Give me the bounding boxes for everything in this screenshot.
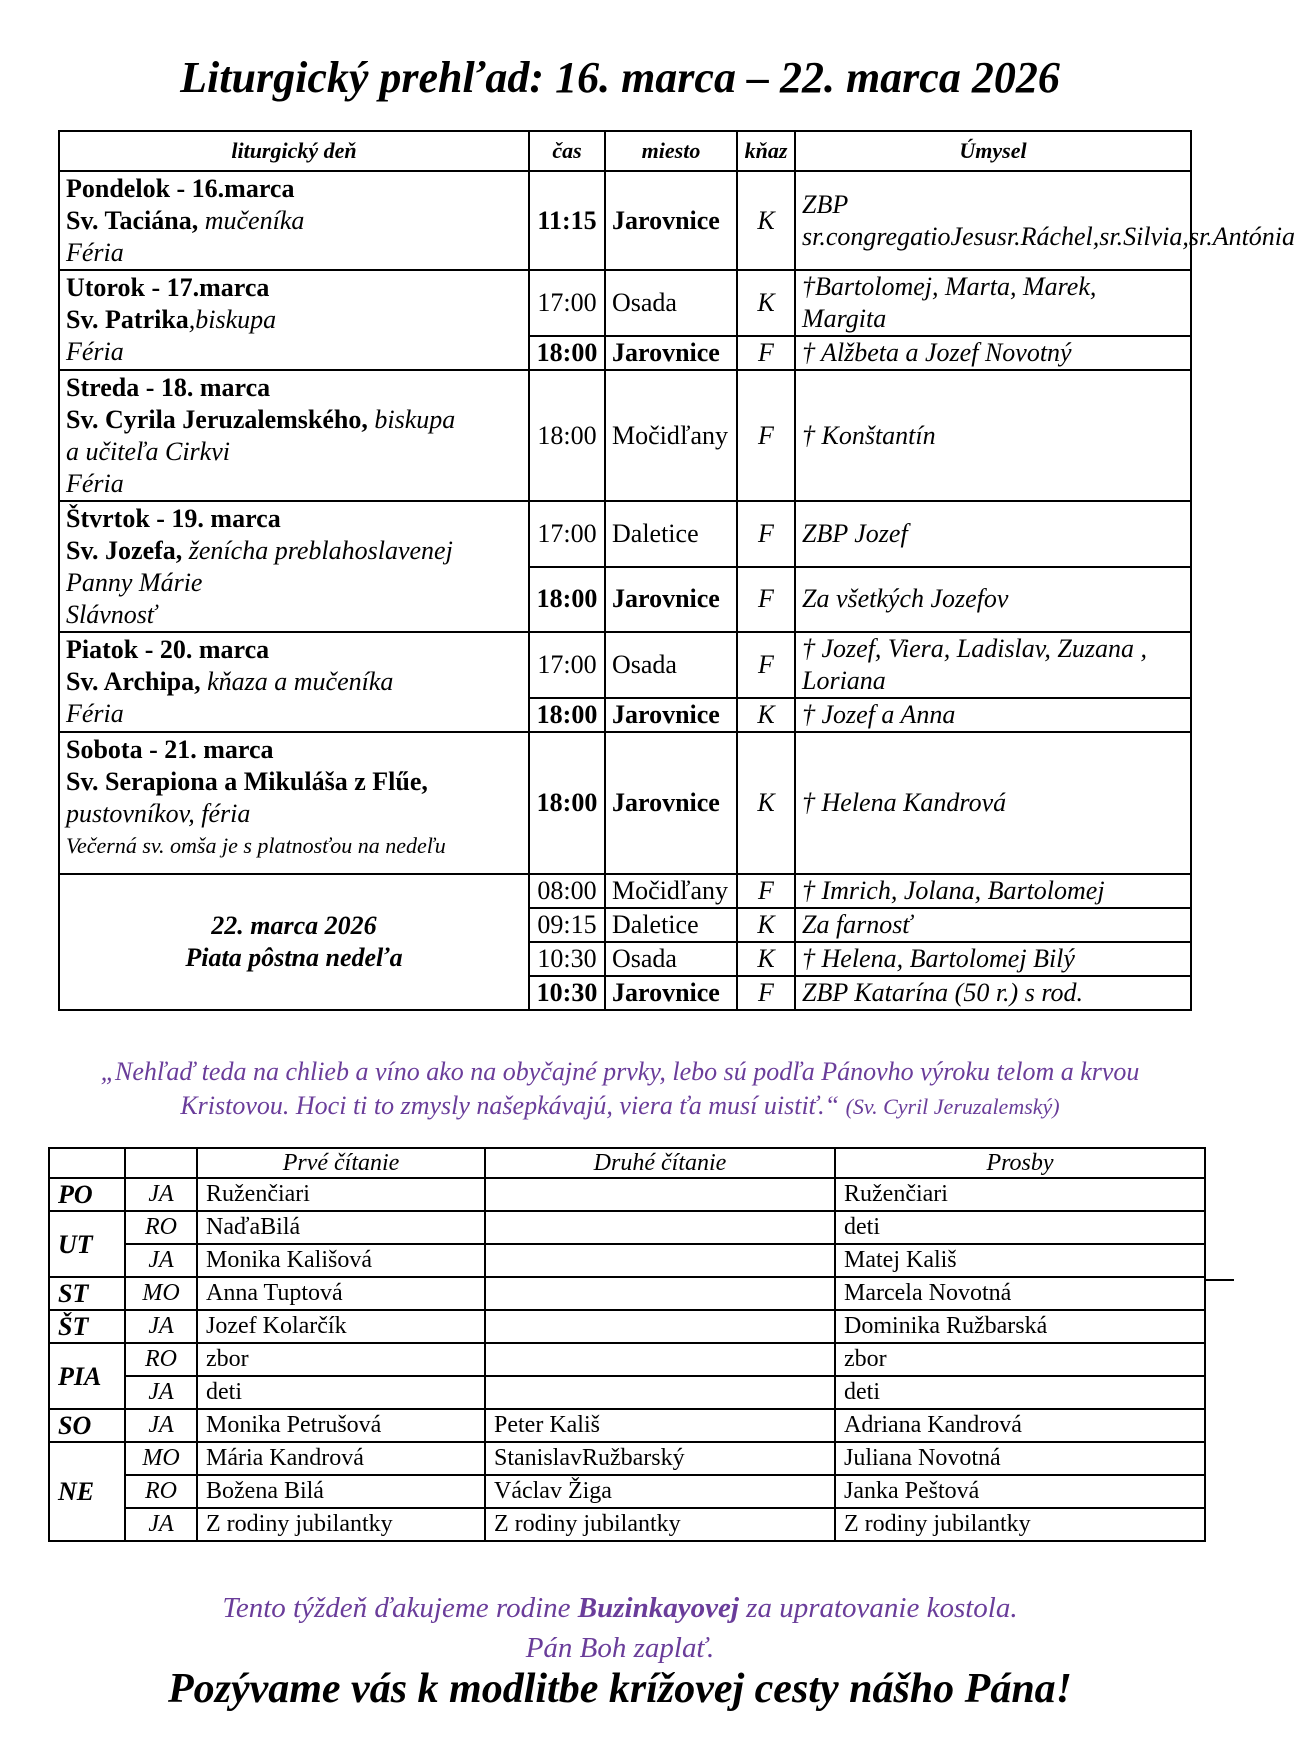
mass-priest: K: [737, 171, 795, 270]
saint-title: biskupa: [367, 405, 456, 434]
readings-row: [49, 1508, 1205, 1541]
mass-intention: † Imrich, Jolana, Bartolomej: [795, 874, 1191, 908]
readings-table: [48, 1147, 1206, 1542]
reading-church: JA: [125, 1376, 197, 1409]
saint-name: Sv. Archipa,: [66, 667, 201, 696]
mass-time: 10:30: [529, 976, 605, 1010]
liturgy-header-row: [59, 131, 1191, 171]
liturgical-day-cell: [59, 270, 529, 370]
mass-priest: K: [737, 942, 795, 976]
saint-name: Sv. Serapiona a Mikuláša z Flűe,: [66, 767, 428, 796]
mass-priest: K: [737, 908, 795, 942]
page-title: Liturgický prehľad: 16. marca – 22. marca 2026: [180, 53, 1060, 102]
mass-time: 11:15: [529, 171, 605, 270]
day-name: Pondelok - 16.marca: [66, 174, 295, 203]
readings-row: [49, 1310, 1205, 1343]
day-detail: Panny Márie: [66, 568, 203, 597]
mass-place: Močidľany: [605, 370, 737, 501]
reading-prayers: Janka Peštová: [835, 1475, 1205, 1508]
day-detail: Féria: [66, 469, 124, 498]
mass-time: 08:00: [529, 874, 605, 908]
reading-first: Monika Kališová: [197, 1244, 485, 1277]
mass-time: 09:15: [529, 908, 605, 942]
reading-second: Václav Žiga: [485, 1475, 835, 1508]
mass-place: Jarovnice: [605, 698, 737, 732]
reading-first: Jozef Kolarčík: [197, 1310, 485, 1343]
day-name: Piatok - 20. marca: [66, 635, 270, 664]
sunday-name: Piata pôstna nedeľa: [185, 943, 403, 972]
mass-intention: † Alžbeta a Jozef Novotný: [795, 336, 1191, 370]
mass-time: 18:00: [529, 567, 605, 633]
reading-church: JA: [125, 1508, 197, 1541]
day-detail: Féria: [66, 337, 124, 366]
mass-intention: Za všetkých Jozefov: [795, 567, 1191, 633]
day-name: Streda - 18. marca: [66, 373, 271, 402]
mass-row: [59, 874, 1191, 908]
saint-line: [66, 205, 522, 237]
reading-second: Z rodiny jubilantky: [485, 1508, 835, 1541]
mass-place: Jarovnice: [605, 976, 737, 1010]
saint-line: [66, 404, 522, 436]
reading-second: [485, 1244, 835, 1277]
reading-prayers: Matej Kališ: [835, 1244, 1205, 1277]
reading-day: PIA: [49, 1343, 125, 1409]
reading-first: zbor: [197, 1343, 485, 1376]
day-note: Večerná sv. omša je s platnosťou na nedeľu: [66, 833, 446, 858]
reading-prayers: Adriana Kandrová: [835, 1409, 1205, 1442]
readings-header-row: [49, 1148, 1205, 1178]
readings-header-first: Prvé čítanie: [197, 1148, 485, 1178]
mass-priest: F: [737, 874, 795, 908]
mass-priest: K: [737, 732, 795, 874]
reading-first: deti: [197, 1376, 485, 1409]
reading-first: NaďaBilá: [197, 1211, 485, 1244]
sunday-date: 22. marca 2026: [211, 911, 377, 940]
mass-intention: Za farnosť: [795, 908, 1191, 942]
reading-prayers: Marcela Novotná: [835, 1277, 1205, 1310]
mass-place: Daletice: [605, 501, 737, 567]
liturgical-day-cell: [59, 171, 529, 270]
readings-row: [49, 1178, 1205, 1211]
mass-priest: F: [737, 336, 795, 370]
reading-second: StanislavRužbarský: [485, 1442, 835, 1475]
saint-title: ,biskupa: [188, 305, 277, 334]
reading-second: [485, 1376, 835, 1409]
saint-name: Sv. Jozefa,: [66, 536, 183, 565]
quote-text: „Nehľaď teda na chlieb a víno ako na obyčajné prvky, lebo sú podľa Pánovho výroku telom a krvou Kristovou. Hoci ti to zmysly našepkávajú, viera ťa musí uistiť.“: [100, 1057, 1140, 1120]
reading-church: RO: [125, 1343, 197, 1376]
readings-row: [49, 1244, 1205, 1277]
mass-time: 18:00: [529, 698, 605, 732]
liturgical-day-cell: [59, 732, 529, 874]
saint-title: kňaza a mučeníka: [200, 667, 394, 696]
reading-day: SO: [49, 1409, 125, 1442]
reading-prayers: deti: [835, 1376, 1205, 1409]
liturgy-table: [58, 130, 1295, 1011]
reading-church: JA: [125, 1409, 197, 1442]
reading-day: ŠT: [49, 1310, 125, 1343]
mass-intention: † Konštantín: [795, 370, 1191, 501]
thanks-family: Buzinkayovej: [577, 1592, 739, 1624]
reading-first: Anna Tuptová: [197, 1277, 485, 1310]
saint-line: [66, 535, 522, 567]
mass-time: 18:00: [529, 370, 605, 501]
readings-header-prayers: Prosby: [835, 1148, 1205, 1178]
reading-day: PO: [49, 1178, 125, 1211]
day-name: Štvrtok - 19. marca: [66, 504, 281, 533]
header-time: čas: [529, 131, 605, 171]
saint-name: Sv. Cyrila Jeruzalemského,: [66, 405, 368, 434]
reading-day: ST: [49, 1277, 125, 1310]
header-priest: kňaz: [737, 131, 795, 171]
mass-priest: K: [737, 270, 795, 336]
readings-header-second: Druhé čítanie: [485, 1148, 835, 1178]
day-detail: pustovníkov, féria: [66, 799, 251, 828]
mass-time: 10:30: [529, 942, 605, 976]
reading-second: [485, 1277, 835, 1310]
mass-priest: F: [737, 370, 795, 501]
mass-intention: † Jozef a Anna: [795, 698, 1191, 732]
mass-place: Daletice: [605, 908, 737, 942]
liturgical-day-cell: [59, 370, 529, 501]
reading-church: JA: [125, 1310, 197, 1343]
reading-second: [485, 1211, 835, 1244]
readings-row: [49, 1409, 1205, 1442]
reading-first: Mária Kandrová: [197, 1442, 485, 1475]
divider-line: [1204, 1279, 1234, 1281]
day-detail: a učiteľa Cirkvi: [66, 437, 230, 466]
sunday-cell: [59, 874, 529, 1010]
reading-second: Peter Kališ: [485, 1409, 835, 1442]
mass-time: 18:00: [529, 336, 605, 370]
saint-line: [66, 666, 522, 698]
reading-prayers: deti: [835, 1211, 1205, 1244]
reading-prayers: Ruženčiari: [835, 1178, 1205, 1211]
mass-row: [59, 171, 1191, 270]
day-name: Sobota - 21. marca: [66, 735, 274, 764]
thanks-line2: Pán Boh zaplať.: [525, 1632, 715, 1664]
mass-intention: ZBP Katarína (50 r.) s rod.: [795, 976, 1191, 1010]
readings-row: [49, 1277, 1205, 1310]
day-detail: Féria: [66, 699, 124, 728]
reading-prayers: Juliana Novotná: [835, 1442, 1205, 1475]
thanks-before: Tento týždeň ďakujeme rodine: [222, 1592, 578, 1624]
saint-title: ženícha preblahoslavenej: [182, 536, 453, 565]
mass-intention: ZBP Jozef: [795, 501, 1191, 567]
mass-time: 18:00: [529, 732, 605, 874]
reading-second: [485, 1310, 835, 1343]
mass-time: 17:00: [529, 632, 605, 698]
mass-place: Osada: [605, 632, 737, 698]
day-name: Utorok - 17.marca: [66, 273, 270, 302]
reading-first: Z rodiny jubilantky: [197, 1508, 485, 1541]
saint-name: Sv. Taciána,: [66, 206, 199, 235]
day-detail: Féria: [66, 238, 124, 267]
reading-first: Božena Bilá: [197, 1475, 485, 1508]
mass-place: Jarovnice: [605, 567, 737, 633]
reading-church: RO: [125, 1475, 197, 1508]
mass-row: [59, 370, 1191, 501]
mass-intention: † Jozef, Viera, Ladislav, Zuzana , Loriana: [795, 632, 1191, 698]
reading-prayers: zbor: [835, 1343, 1205, 1376]
mass-row: [59, 632, 1191, 698]
quote: [70, 1055, 1170, 1124]
readings-row: [49, 1442, 1205, 1475]
reading-church: RO: [125, 1211, 197, 1244]
mass-intention: †Bartolomej, Marta, Marek, Margita: [795, 270, 1191, 336]
mass-row: [59, 732, 1191, 874]
reading-church: MO: [125, 1442, 197, 1475]
reading-first: Monika Petrušová: [197, 1409, 485, 1442]
header-place: miesto: [605, 131, 737, 171]
mass-place: Jarovnice: [605, 171, 737, 270]
reading-second: [485, 1343, 835, 1376]
readings-row: [49, 1211, 1205, 1244]
mass-intention: † Helena, Bartolomej Bilý: [795, 942, 1191, 976]
readings-row: [49, 1376, 1205, 1409]
mass-priest: F: [737, 976, 795, 1010]
mass-priest: K: [737, 698, 795, 732]
header-day: liturgický deň: [59, 131, 529, 171]
thanks-note: [0, 1588, 1240, 1668]
reading-second: [485, 1178, 835, 1211]
mass-intention: † Helena Kandrová: [795, 732, 1191, 874]
saint-line: [66, 766, 522, 798]
saint-name: Sv. Patrika: [66, 305, 189, 334]
mass-place: Močidľany: [605, 874, 737, 908]
mass-place: Jarovnice: [605, 732, 737, 874]
reading-first: Ruženčiari: [197, 1178, 485, 1211]
mass-place: Jarovnice: [605, 336, 737, 370]
reading-prayers: Dominika Ružbarská: [835, 1310, 1205, 1343]
header-intention: Úmysel: [795, 131, 1191, 171]
reading-day: UT: [49, 1211, 125, 1277]
readings-row: [49, 1343, 1205, 1376]
readings-row: [49, 1475, 1205, 1508]
reading-church: JA: [125, 1178, 197, 1211]
thanks-after: za upratovanie kostola.: [738, 1592, 1018, 1624]
mass-time: 17:00: [529, 270, 605, 336]
mass-row: [59, 270, 1191, 336]
mass-priest: F: [737, 632, 795, 698]
mass-intention: ZBP sr.congregatioJesusr.Ráchel,sr.Silvia,sr.Antónia: [795, 171, 1191, 270]
liturgical-day-cell: [59, 632, 529, 732]
mass-priest: F: [737, 567, 795, 633]
reading-prayers: Z rodiny jubilantky: [835, 1508, 1205, 1541]
reading-church: JA: [125, 1244, 197, 1277]
reading-day: NE: [49, 1442, 125, 1541]
mass-priest: F: [737, 501, 795, 567]
day-detail: Slávnosť: [66, 600, 157, 629]
mass-place: Osada: [605, 270, 737, 336]
liturgical-day-cell: [59, 501, 529, 632]
quote-source: (Sv. Cyril Jeruzalemský): [845, 1094, 1060, 1119]
mass-place: Osada: [605, 942, 737, 976]
mass-row: [59, 501, 1191, 567]
saint-title: mučeníka: [198, 206, 305, 235]
invitation: Pozývame vás k modlitbe krížovej cesty nášho Pána!: [167, 1666, 1073, 1712]
saint-line: [66, 304, 522, 336]
reading-church: MO: [125, 1277, 197, 1310]
mass-time: 17:00: [529, 501, 605, 567]
